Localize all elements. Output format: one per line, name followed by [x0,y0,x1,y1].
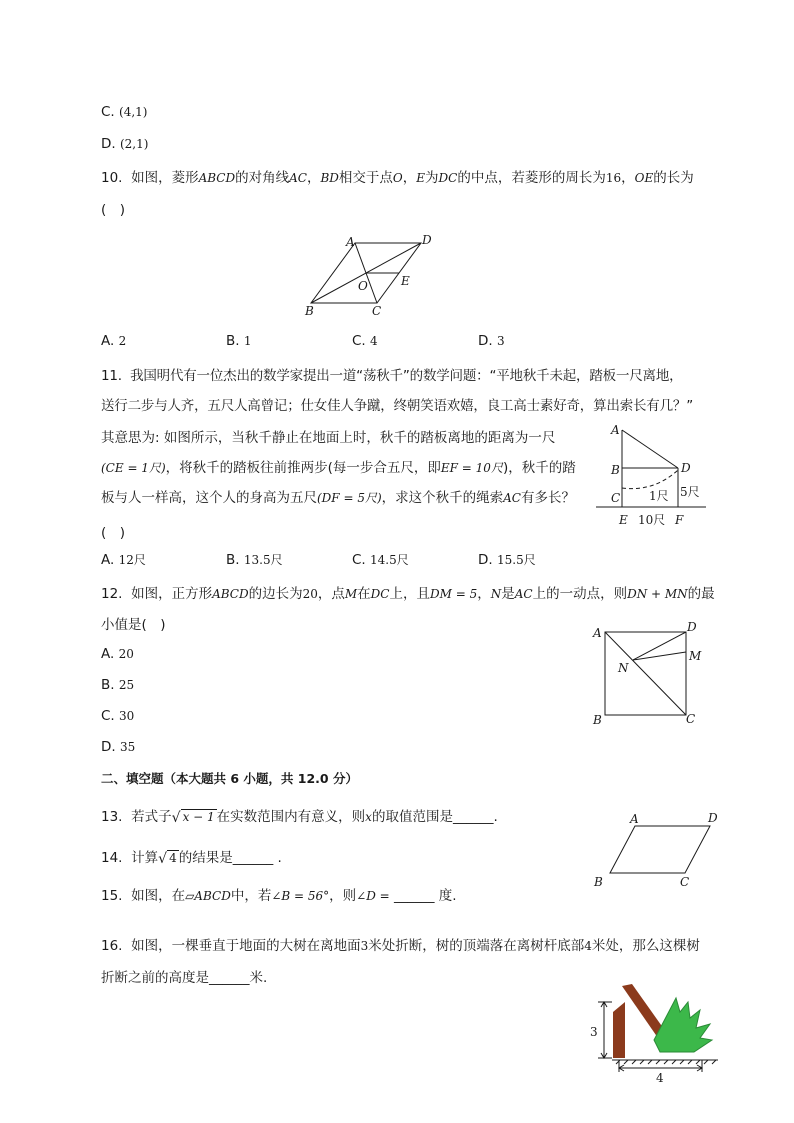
label-a: A [346,235,355,249]
q13-stem: 13. 若式子 √ x − 1 在实数范围内有意义，则x的取值范围是______. [101,809,498,826]
q14-sqrt: √ 4 [158,851,177,867]
label-1chi: 1尺 [649,489,669,503]
q16-number: 16. [101,938,123,954]
q11-line2: 送行二步与人齐，五尺人高曾记；仕女佳人争蹴，终朝笑语欢嬉，良工高士素好奇，算出索长有几？” [101,398,693,414]
q11-option-b[interactable]: B. 13.5尺 [226,552,283,568]
q14-number: 14. [101,850,123,866]
label-d: D [708,811,718,825]
q11-line4: (CE = 1尺)，将秋千的踏板往前推两步(每一步合五尺，即EF = 10尺)，秋千的踏 [101,460,576,476]
q15-stem: 15. 如图，在▱ABCD中，若∠B = 56°，则∠D = ______ 度. [101,888,457,904]
q10-number: 10. [101,170,123,186]
q10-option-d[interactable]: D. 3 [478,333,505,349]
q14-stem: 14. 计算 √ 4 的结果是______ . [101,850,282,867]
label-a: A [630,812,639,826]
q10-option-c[interactable]: C. 4 [352,333,378,349]
q10-paren: ( ) [101,202,126,218]
q16-broken-tree-figure [584,980,724,1088]
q13-sqrt: √ x − 1 [171,810,215,826]
label-e: E [401,274,410,288]
tree-trunk [613,1002,625,1058]
q11-line1: 11. 我国明代有一位杰出的数学家提出一道“荡秋千”的数学问题：“平地秋千未起，踏板一尺离地， [101,368,683,384]
q12-square-figure [588,618,708,730]
label-b: B [305,304,314,318]
label-a: A [593,626,602,640]
q12-line2: 小值是( ) [101,617,166,633]
label-c: C [686,712,696,726]
q12-option-a[interactable]: A. 20 [101,646,134,662]
q13-number: 13. [101,809,123,825]
q12-stem: 12. 如图，正方形ABCD的边长为20，点M在DC上，且DM = 5，N是AC上的一动点，则DN + MN的最 [101,586,715,602]
q9-option-c[interactable]: C. (4,1) [101,104,148,120]
q12-option-b[interactable]: B. 25 [101,677,135,693]
label-b: B [593,713,602,727]
label-n: N [618,661,629,675]
q10-option-b[interactable]: B. 1 [226,333,252,349]
q15-number: 15. [101,888,123,904]
section-title: 二、填空题（本大题共 6 小题，共 12.0 分） [101,771,358,786]
q10-option-a[interactable]: A. 2 [101,333,127,349]
q12-option-d[interactable]: D. 35 [101,739,136,755]
rope-ad [622,430,678,468]
label-5chi: 5尺 [680,485,700,499]
label-a: A [611,423,620,437]
q12-option-c[interactable]: C. 30 [101,708,135,724]
q10-stem: 10. 如图，菱形ABCD的对角线AC，BD相交于点O，E为DC的中点，若菱形的周长为16，OE的长为 [101,170,694,186]
label-c: C [680,875,690,889]
swing-arc [622,470,678,489]
label-b: B [611,463,620,477]
label-c: C [611,491,621,505]
label-c: C [372,304,382,318]
label-4: 4 [656,1071,664,1085]
label-o: O [358,279,368,293]
label-e: E [619,513,628,527]
q11-paren: ( ) [101,525,126,541]
tree-foliage [654,998,712,1052]
label-d: D [681,461,691,475]
q11-line3: 其意思为: 如图所示，当秋千静止在地面上时，秋千的踏板离地的距离为一尺 [101,430,556,446]
q15-blank[interactable]: ______ [394,888,435,904]
label-f: F [675,513,684,527]
q15-parallelogram-figure [590,808,725,890]
q12-number: 12. [101,586,123,602]
q11-number: 11. [101,368,122,384]
label-10chi: 10尺 [638,513,666,527]
q11-swing-figure [594,420,714,530]
q11-line5: 板与人一样高，这个人的身高为五尺(DF = 5尺)，求这个秋千的绳索AC有多长？ [101,490,575,506]
label-b: B [594,875,603,889]
label-d: D [422,233,432,247]
label-3: 3 [590,1025,598,1039]
q16-line2: 折断之前的高度是______米. [101,970,268,986]
label-d: D [687,620,697,634]
q10-rhombus-figure [295,230,445,320]
parallelogram-outline [610,826,710,873]
q11-option-c[interactable]: C. 14.5尺 [352,552,409,568]
q13-blank[interactable]: ______ [452,809,494,825]
q9-option-d[interactable]: D. (2,1) [101,136,149,152]
q14-blank[interactable]: ______ [232,850,274,866]
q16-blank[interactable]: ______ [209,970,250,986]
label-m: M [689,649,702,663]
q11-option-a[interactable]: A. 12尺 [101,552,146,568]
q16-line1: 16. 如图，一棵垂直于地面的大树在离地面3米处折断，树的顶端落在离树杆底部4米处，那么这棵树 [101,938,700,954]
q11-option-d[interactable]: D. 15.5尺 [478,552,536,568]
